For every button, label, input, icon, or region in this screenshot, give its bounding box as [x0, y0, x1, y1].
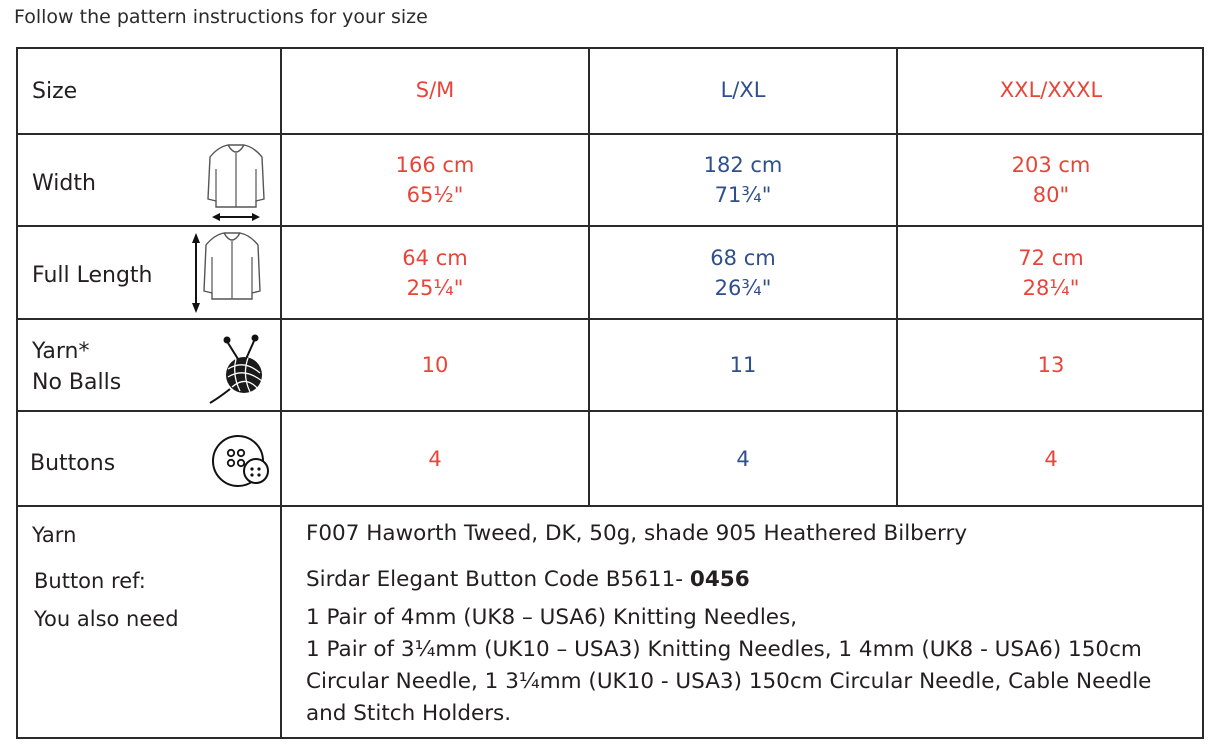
- buttons-sm: 4: [428, 446, 442, 471]
- also-need-line: 1 Pair of 3¼mm (UK10 – USA3) Knitting Needles, 1 4mm (UK8 - USA6) 150cm: [306, 637, 1142, 662]
- yarn-info-value: F007 Haworth Tweed, DK, 50g, shade 905 Heathered Bilberry: [306, 521, 968, 546]
- buttons-lxl: 4: [736, 446, 750, 471]
- width-xxl-cm: 203 cm: [1011, 153, 1091, 177]
- cardigan-length-icon: [188, 229, 264, 317]
- also-need-label: You also need: [34, 607, 179, 631]
- width-sm-cm: 166 cm: [395, 153, 475, 177]
- yarn-label-line1: Yarn*: [32, 339, 90, 364]
- length-lxl: [590, 227, 896, 318]
- buttons-label: Buttons: [30, 450, 116, 476]
- intro-text: Follow the pattern instructions for your size: [14, 6, 428, 28]
- length-lxl-in: 26¾": [714, 275, 772, 300]
- cardigan-width-icon: [204, 139, 268, 223]
- length-xxl: [898, 227, 1204, 318]
- also-need-line: Circular Needle, 1 3¼mm (UK10 - USA3) 150cm Circular Needle, Cable Needle: [306, 669, 1152, 694]
- width-label: Width: [32, 170, 96, 196]
- length-xxl-cm: 72 cm: [1018, 245, 1084, 270]
- button-icon: [210, 431, 274, 491]
- length-lxl-cm: 68 cm: [710, 245, 776, 270]
- size-header-label: Size: [32, 78, 78, 104]
- length-xxl-in: 28¼": [1022, 275, 1080, 300]
- length-sm-in: 25¼": [406, 275, 464, 300]
- button-ref-code: 0456: [689, 567, 750, 592]
- width-xxl-in: 80": [1032, 183, 1070, 207]
- length-sm: [282, 227, 588, 318]
- yarn-lxl: 11: [729, 353, 757, 377]
- width-sm-in: 65½": [406, 183, 464, 207]
- button-ref-label: Button ref:: [34, 569, 146, 593]
- yarn-xxl: 13: [1037, 353, 1065, 377]
- width-lxl-in: 71¾": [714, 183, 772, 207]
- width-sm: [282, 135, 588, 225]
- buttons-xxl: 4: [1044, 446, 1058, 471]
- size-lxl: L/XL: [720, 78, 766, 102]
- row-divider: [16, 505, 1204, 507]
- size-xxl: XXL/XXXL: [999, 78, 1103, 102]
- size-table: [16, 47, 1204, 739]
- size-sm: S/M: [415, 78, 455, 102]
- width-lxl-cm: 182 cm: [703, 153, 783, 177]
- yarn-label-line2: No Balls: [32, 370, 122, 395]
- also-need-line: 1 Pair of 4mm (UK8 – USA6) Knitting Needles,: [306, 605, 798, 630]
- width-lxl: [590, 135, 896, 225]
- also-need-value: [306, 602, 1186, 730]
- yarn-sm: 10: [421, 353, 449, 377]
- width-xxl: [898, 135, 1204, 225]
- length-sm-cm: 64 cm: [402, 245, 468, 270]
- button-ref-value: [306, 564, 1186, 596]
- yarn-ball-icon: [206, 329, 268, 407]
- yarn-info-label: Yarn: [32, 523, 77, 547]
- also-need-line: and Stitch Holders.: [306, 701, 512, 726]
- button-ref-prefix: Sirdar Elegant Button Code B5611-: [306, 567, 690, 592]
- full-length-label: Full Length: [32, 262, 153, 288]
- yarn-balls-label: [32, 336, 121, 398]
